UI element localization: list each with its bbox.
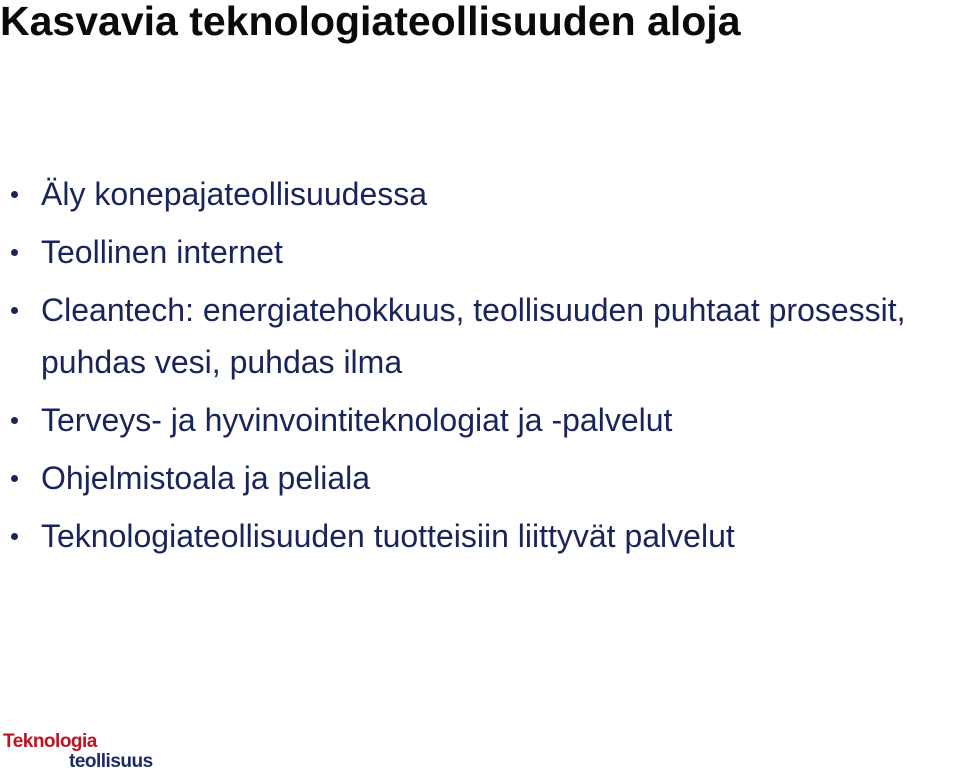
bullet-dot-icon xyxy=(11,307,18,314)
bullet-text: Teollinen internet xyxy=(41,234,283,270)
bullet-dot-icon xyxy=(11,475,18,482)
list-item xyxy=(8,510,948,562)
bullet-text: Cleantech: energiatehokkuus, teollisuuden puhtaat prosessit, puhdas vesi, puhdas ilma xyxy=(41,292,906,380)
bullet-list xyxy=(8,168,948,568)
list-item xyxy=(8,226,948,278)
bullet-dot-icon xyxy=(11,249,18,256)
logo-text-line1: Teknologia xyxy=(3,731,97,752)
list-item xyxy=(8,284,948,388)
teknologiateollisuus-logo xyxy=(3,732,203,772)
list-item xyxy=(8,168,948,220)
list-item xyxy=(8,452,948,504)
bullet-text: Terveys- ja hyvinvointiteknologiat ja -palvelut xyxy=(41,402,673,438)
slide-title: Kasvavia teknologiateollisuuden aloja xyxy=(0,0,741,44)
bullet-dot-icon xyxy=(11,533,18,540)
bullet-text: Teknologiateollisuuden tuotteisiin liittyvät palvelut xyxy=(41,518,735,554)
bullet-text: Ohjelmistoala ja peliala xyxy=(41,460,371,496)
bullet-text: Äly konepajateollisuudessa xyxy=(41,176,428,212)
list-item xyxy=(8,394,948,446)
bullet-dot-icon xyxy=(11,191,18,198)
logo-text-line2: teollisuus xyxy=(69,751,153,772)
bullet-dot-icon xyxy=(11,417,18,424)
